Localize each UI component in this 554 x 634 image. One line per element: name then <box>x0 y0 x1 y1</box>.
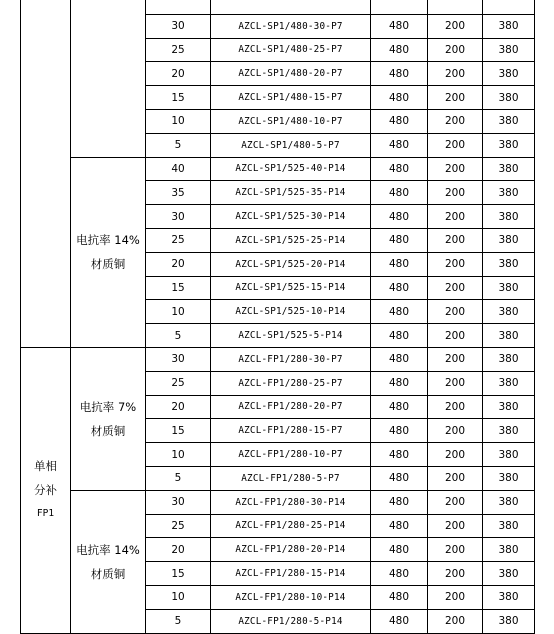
value-cell: 480 <box>371 585 428 609</box>
capacity-cell: 15 <box>146 562 211 586</box>
value-cell: 380 <box>483 419 535 443</box>
value-cell: 380 <box>483 62 535 86</box>
table-cell <box>483 0 535 14</box>
value-cell: 380 <box>483 538 535 562</box>
value-cell: 480 <box>371 395 428 419</box>
value-cell: 200 <box>428 371 483 395</box>
capacity-cell: 15 <box>146 86 211 110</box>
model-cell: AZCL-FP1/280-15-P14 <box>211 562 371 586</box>
value-cell: 200 <box>428 466 483 490</box>
value-cell: 380 <box>483 585 535 609</box>
subgroup-label-line: 电抗率 7% <box>79 399 137 414</box>
model-cell: AZCL-SP1/525-40-P14 <box>211 157 371 181</box>
value-cell: 380 <box>483 514 535 538</box>
value-cell: 380 <box>483 38 535 62</box>
value-cell: 380 <box>483 157 535 181</box>
value-cell: 200 <box>428 419 483 443</box>
value-cell: 200 <box>428 585 483 609</box>
model-cell: AZCL-FP1/280-25-P7 <box>211 371 371 395</box>
value-cell: 480 <box>371 324 428 348</box>
value-cell: 380 <box>483 86 535 110</box>
capacity-cell: 5 <box>146 324 211 348</box>
value-cell: 200 <box>428 133 483 157</box>
value-cell: 200 <box>428 228 483 252</box>
table-cell <box>211 0 371 14</box>
value-cell: 200 <box>428 109 483 133</box>
value-cell: 480 <box>371 419 428 443</box>
value-cell: 380 <box>483 205 535 229</box>
capacity-cell: 30 <box>146 490 211 514</box>
value-cell: 200 <box>428 62 483 86</box>
table-row <box>21 0 535 14</box>
value-cell: 480 <box>371 86 428 110</box>
capacity-cell: 10 <box>146 585 211 609</box>
capacity-cell: 20 <box>146 395 211 419</box>
model-cell: AZCL-FP1/280-20-P7 <box>211 395 371 419</box>
capacity-cell: 5 <box>146 609 211 633</box>
value-cell: 480 <box>371 228 428 252</box>
group-label-line: FP1 <box>36 508 55 520</box>
capacity-cell: 20 <box>146 252 211 276</box>
value-cell: 200 <box>428 14 483 38</box>
value-cell: 380 <box>483 109 535 133</box>
value-cell: 480 <box>371 252 428 276</box>
model-cell: AZCL-SP1/480-10-P7 <box>211 109 371 133</box>
group-label-line: 单相 <box>34 459 57 474</box>
model-cell: AZCL-FP1/280-10-P7 <box>211 443 371 467</box>
value-cell: 200 <box>428 562 483 586</box>
value-cell: 480 <box>371 157 428 181</box>
group-label-cell <box>21 0 71 347</box>
value-cell: 480 <box>371 205 428 229</box>
model-cell: AZCL-FP1/280-30-P14 <box>211 490 371 514</box>
subgroup-label-cell <box>71 347 146 490</box>
value-cell: 380 <box>483 324 535 348</box>
value-cell: 200 <box>428 609 483 633</box>
spec-table <box>20 0 535 634</box>
model-cell: AZCL-FP1/280-10-P14 <box>211 585 371 609</box>
value-cell: 480 <box>371 133 428 157</box>
value-cell: 200 <box>428 38 483 62</box>
group-label-cell <box>21 347 71 633</box>
subgroup-label-line: 电抗率 14% <box>76 542 140 557</box>
subgroup-label-line: 材质铜 <box>90 423 126 438</box>
model-cell: AZCL-SP1/480-5-P7 <box>211 133 371 157</box>
capacity-cell: 10 <box>146 300 211 324</box>
capacity-cell: 15 <box>146 419 211 443</box>
model-cell: AZCL-FP1/280-25-P14 <box>211 514 371 538</box>
capacity-cell: 30 <box>146 205 211 229</box>
subgroup-label-cell <box>71 0 146 157</box>
value-cell: 380 <box>483 276 535 300</box>
value-cell: 200 <box>428 86 483 110</box>
value-cell: 200 <box>428 157 483 181</box>
value-cell: 480 <box>371 38 428 62</box>
model-cell: AZCL-FP1/280-15-P7 <box>211 419 371 443</box>
model-cell: AZCL-SP1/480-25-P7 <box>211 38 371 62</box>
value-cell: 380 <box>483 490 535 514</box>
value-cell: 480 <box>371 514 428 538</box>
value-cell: 200 <box>428 347 483 371</box>
capacity-cell: 15 <box>146 276 211 300</box>
model-cell: AZCL-SP1/525-5-P14 <box>211 324 371 348</box>
capacity-cell: 30 <box>146 14 211 38</box>
value-cell: 200 <box>428 490 483 514</box>
capacity-cell: 30 <box>146 347 211 371</box>
value-cell: 480 <box>371 181 428 205</box>
capacity-cell: 5 <box>146 466 211 490</box>
value-cell: 380 <box>483 395 535 419</box>
value-cell: 480 <box>371 276 428 300</box>
model-cell: AZCL-SP1/525-25-P14 <box>211 228 371 252</box>
capacity-cell: 5 <box>146 133 211 157</box>
spec-table-body <box>21 0 535 633</box>
value-cell: 480 <box>371 562 428 586</box>
value-cell: 380 <box>483 181 535 205</box>
model-cell: AZCL-SP1/525-20-P14 <box>211 252 371 276</box>
capacity-cell: 20 <box>146 62 211 86</box>
value-cell: 480 <box>371 538 428 562</box>
value-cell: 380 <box>483 133 535 157</box>
model-cell: AZCL-SP1/525-10-P14 <box>211 300 371 324</box>
value-cell: 200 <box>428 181 483 205</box>
value-cell: 200 <box>428 276 483 300</box>
value-cell: 380 <box>483 252 535 276</box>
value-cell: 380 <box>483 347 535 371</box>
model-cell: AZCL-SP1/480-15-P7 <box>211 86 371 110</box>
capacity-cell: 25 <box>146 371 211 395</box>
table-cell <box>146 0 211 14</box>
table-row <box>21 347 535 371</box>
capacity-cell: 25 <box>146 38 211 62</box>
capacity-cell: 35 <box>146 181 211 205</box>
value-cell: 200 <box>428 252 483 276</box>
value-cell: 380 <box>483 371 535 395</box>
model-cell: AZCL-SP1/525-15-P14 <box>211 276 371 300</box>
subgroup-label-cell <box>71 490 146 633</box>
model-cell: AZCL-SP1/480-30-P7 <box>211 14 371 38</box>
capacity-cell: 25 <box>146 514 211 538</box>
value-cell: 380 <box>483 609 535 633</box>
model-cell: AZCL-FP1/280-5-P14 <box>211 609 371 633</box>
capacity-cell: 10 <box>146 443 211 467</box>
value-cell: 480 <box>371 466 428 490</box>
subgroup-label-line: 材质铜 <box>90 257 126 272</box>
subgroup-label-line: 材质铜 <box>90 566 126 581</box>
model-cell: AZCL-FP1/280-5-P7 <box>211 466 371 490</box>
value-cell: 380 <box>483 228 535 252</box>
value-cell: 380 <box>483 562 535 586</box>
value-cell: 380 <box>483 14 535 38</box>
value-cell: 200 <box>428 443 483 467</box>
capacity-cell: 20 <box>146 538 211 562</box>
subgroup-label-cell <box>71 157 146 347</box>
model-cell: AZCL-SP1/525-35-P14 <box>211 181 371 205</box>
model-cell: AZCL-FP1/280-30-P7 <box>211 347 371 371</box>
value-cell: 200 <box>428 205 483 229</box>
value-cell: 380 <box>483 300 535 324</box>
capacity-cell: 40 <box>146 157 211 181</box>
value-cell: 480 <box>371 14 428 38</box>
value-cell: 480 <box>371 109 428 133</box>
group-label-line: 分补 <box>34 483 57 498</box>
value-cell: 480 <box>371 347 428 371</box>
value-cell: 380 <box>483 466 535 490</box>
value-cell: 480 <box>371 443 428 467</box>
value-cell: 200 <box>428 395 483 419</box>
model-cell: AZCL-SP1/480-20-P7 <box>211 62 371 86</box>
table-row <box>21 490 535 514</box>
value-cell: 200 <box>428 538 483 562</box>
subgroup-label-line: 电抗率 14% <box>76 233 140 248</box>
table-cell <box>371 0 428 14</box>
capacity-cell: 25 <box>146 228 211 252</box>
value-cell: 200 <box>428 300 483 324</box>
table-cell <box>428 0 483 14</box>
value-cell: 200 <box>428 514 483 538</box>
model-cell: AZCL-SP1/525-30-P14 <box>211 205 371 229</box>
value-cell: 380 <box>483 443 535 467</box>
value-cell: 480 <box>371 371 428 395</box>
table-row <box>21 157 535 181</box>
value-cell: 200 <box>428 324 483 348</box>
value-cell: 480 <box>371 62 428 86</box>
value-cell: 480 <box>371 609 428 633</box>
value-cell: 480 <box>371 490 428 514</box>
value-cell: 480 <box>371 300 428 324</box>
model-cell: AZCL-FP1/280-20-P14 <box>211 538 371 562</box>
capacity-cell: 10 <box>146 109 211 133</box>
